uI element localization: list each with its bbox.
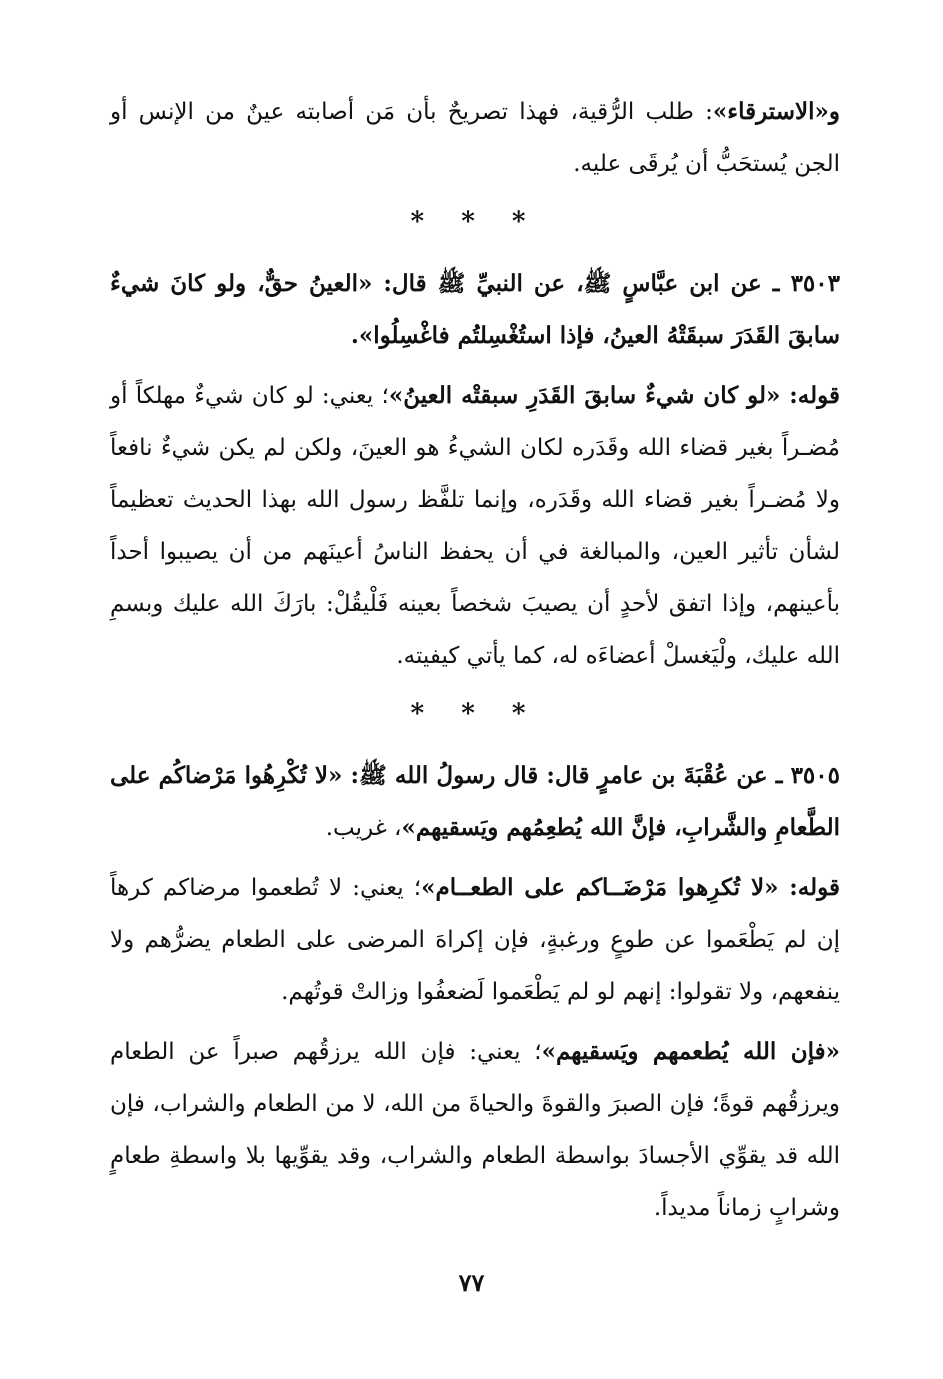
commentary-text: ؛ يعني: لا تُطعموا مرضاكم كرهاً إن لم يَطْعَموا عن طوعٍ ورغبةٍ، فإن إكراهَ المرضى على الطعام يضرُّهم ولا ينفعهم، ولا تقولوا: إنهم لو لم يَطْعَموا لَضعفُوا وزالتْ قوتُهم. (110, 875, 840, 1005)
hadith-3505 (110, 750, 840, 854)
commentary-3505-b (110, 1026, 840, 1234)
page-number: ٧٧ (458, 1268, 485, 1297)
commentary-3505-a (110, 862, 840, 1018)
hadith-3503: ٣٥٠٣ ـ عن ابن عبَّاسٍ ﷺ، عن النبيِّ ﷺ قال: «العينُ حقٌّ، ولو كانَ شيءٌ سابقَ القَدَرَ سبقَتْهُ العينُ، فإذا استُغْسِلتُم فاغْسِلُوا». (110, 270, 840, 349)
commentary-quote: «فإن الله يُطعمهم ويَسقيهم» (541, 1038, 840, 1065)
commentary-quote: قوله: «لو كان شيءٌ سابقَ القَدَرِ سبقتْه العينُ» (388, 382, 840, 409)
hadith-grade: ، غريب. (325, 815, 402, 841)
hadith-3505-text: ٣٥٠٥ ـ عن عُقْبَةَ بن عامرٍ قال: قال رسولُ الله ﷺ: «لا تُكْرِهُوا مَرْضاكُم على الطَّعامِ والشَّرابِ، فإنَّ الله يُطعِمُهم ويَسقيهم» (110, 762, 840, 841)
commentary-text: ؛ يعني: لو كان شيءٌ مهلكاً أو مُضـراً بغير قضاء الله وقَدَره لكان الشيءُ هو العينَ، ولكن لم يكن شيءٌ نافعاً ولا مُضـراً بغير قضاء الله وقَدَره، وإنما تلفَّظ رسول الله بهذا الحديث تعظيماً لشأن تأثير العين، والمبالغة في أن يحفظ الناسُ أعينَهم من أن يصيبوا أحداً بأعينهم، وإذا اتفق لأحدٍ أن يصيبَ شخصاً بعينه فَلْيقُلْ: بارَكَ الله عليك وبسمِ الله عليك، ولْيَغسلْ أعضاءَه له، كما يأتي كيفيته. (110, 383, 840, 669)
paragraph-istirqa (110, 86, 840, 190)
page-body (110, 86, 840, 1234)
commentary-quote: قوله: «لا تُكرِهوا مَرْضَــاكم على الطعــام» (421, 874, 840, 901)
term-istirqa: و«الاسترقاء» (712, 98, 840, 125)
commentary-text: ؛ يعني: فإن الله يرزقُهم صبراً عن الطعام ويرزقُهم قوةً؛ فإن الصبرَ والقوةَ والحياةَ من الله، لا من الطعام والشراب، فإن الله قد يقوِّي الأجسادَ بواسطة الطعام والشراب، وقد يقوِّيها بلا واسطةِ طعامٍ وشرابٍ زماناً مديداً. (110, 1039, 840, 1221)
commentary-3503 (110, 370, 840, 682)
paragraph-istirqa-text: : طلب الرُّقية، فهذا تصريحٌ بأن مَن أصابته عينٌ من الإنس أو الجن يُستحَبُّ أن يُرقَى عليه. (110, 99, 840, 177)
section-separator: * * * (410, 207, 540, 237)
section-separator: * * * (410, 699, 540, 729)
